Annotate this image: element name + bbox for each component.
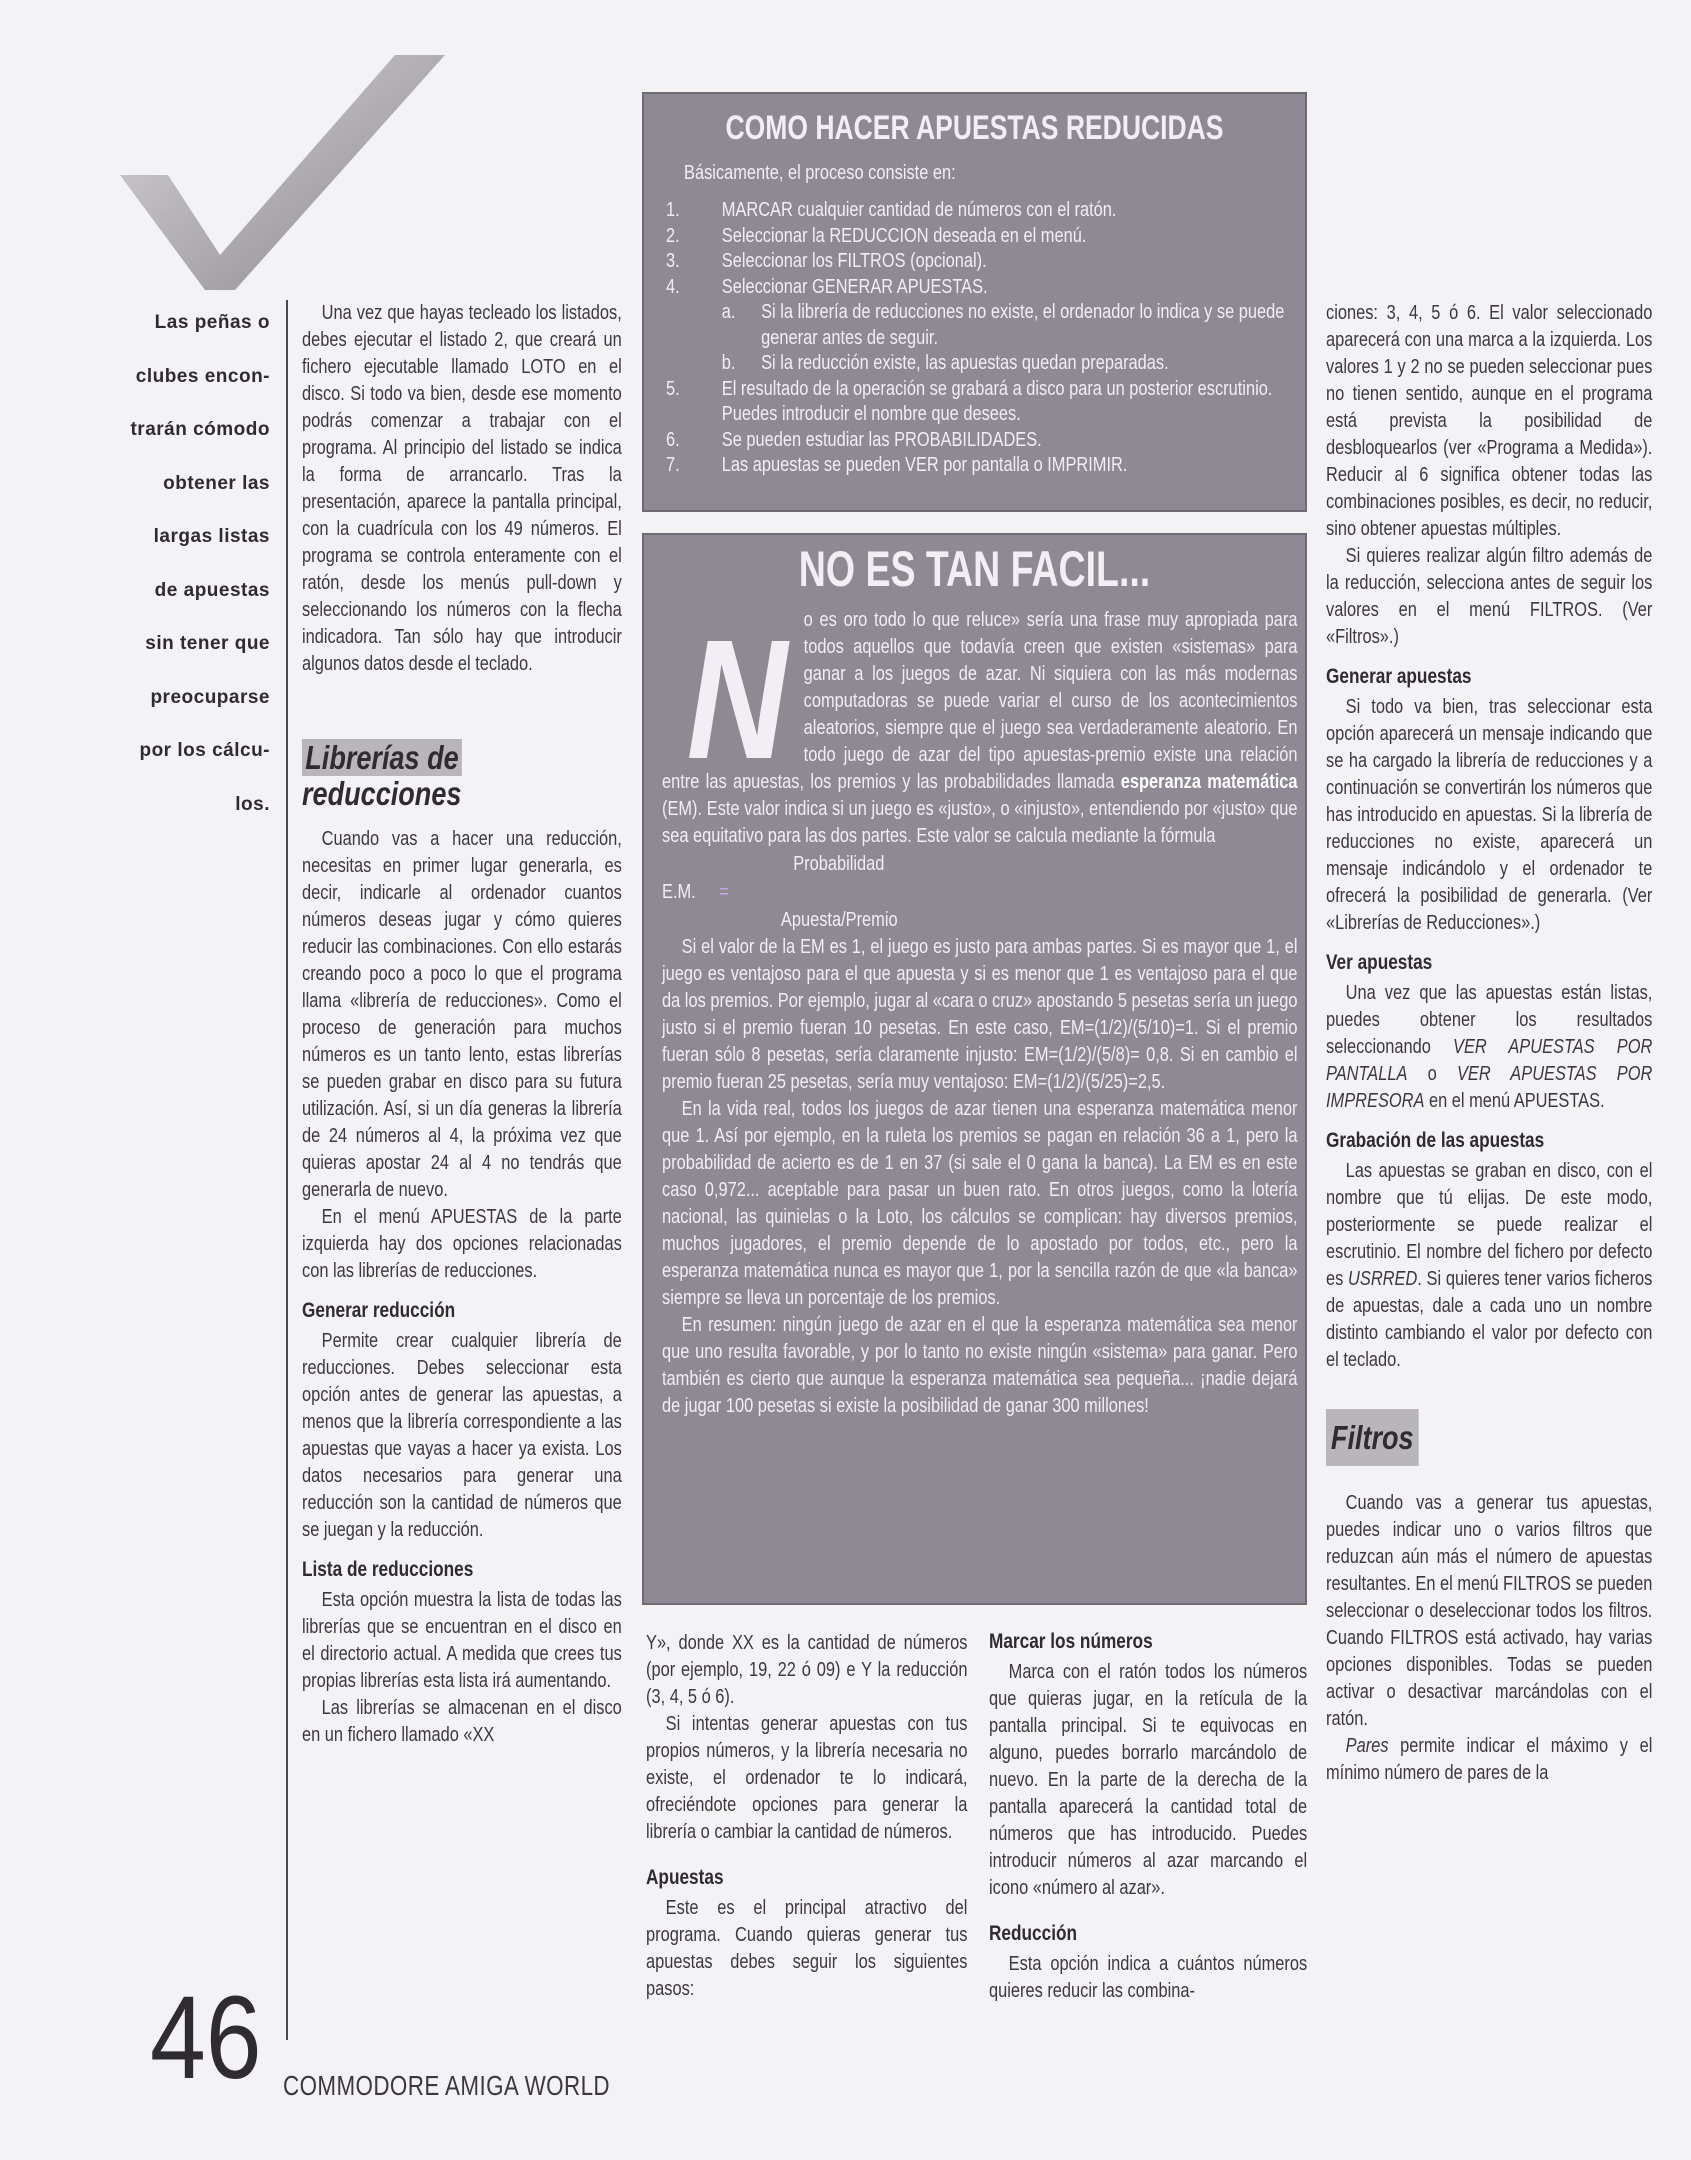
- step-number: 4.: [666, 275, 680, 298]
- formula: [662, 850, 1298, 934]
- step-item: [666, 224, 1297, 250]
- step-number: 5.: [666, 377, 680, 400]
- subheading: Ver apuestas: [1326, 951, 1433, 974]
- step-text: Seleccionar la REDUCCION deseada en el menú.: [721, 224, 1087, 247]
- column-divider: [286, 300, 288, 2040]
- pull-quote-line: preocuparse: [150, 686, 270, 708]
- step-number: 6.: [666, 428, 680, 451]
- step-number: 3.: [666, 250, 680, 272]
- italic-term: VER APUESTAS POR IMPRESORA: [1326, 1063, 1653, 1112]
- heading-line: reducciones: [302, 775, 462, 812]
- body-paragraph: Si el valor de la EM es 1, el juego es justo para ambas partes. Si es mayor que 1, el juego es ventajoso para el que apuesta y si es menor que 1 es ventajoso para el que da los premios. Por ejemplo, jugar al «cara o cruz» apostando 5 pesetas sería un juego justo si el premio fueran 10 pesetas. En este caso, EM=(1/2)/(5/10)=1. Si el premio fueran sólo 8 pesetas, sería claramente injusto: EM=(1/2)/(5/8)= 0,8. Si en cambio el premio fueran 25 pesetas, sería muy ventajoso: EM=(1/2)/(5/25)=2,5.: [662, 936, 1298, 1093]
- step-item: [666, 351, 1297, 377]
- pull-quote-line: clubes encon-: [135, 365, 270, 387]
- body-paragraph: [662, 607, 1298, 850]
- box-title: COMO HACER APUESTAS REDUCIDAS: [725, 109, 1224, 147]
- pull-quote-line: los.: [235, 793, 270, 815]
- text-run: o es oro todo lo que reluce» sería una frase muy apropiada para todos aquellos que todavía creen que existen «sistemas» para ganar a los juegos de azar. Ni siquiera con las más modernas computadoras se puede variar el curso de los acontecimientos aleatorios, siempre que el juego sea verdaderamente aleatorio. En todo juego de azar del tipo apuestas-premio existe una relación entre las apuestas, los premios y las probabilidades llamada: [662, 609, 1298, 793]
- section-heading-librerias: [302, 740, 622, 812]
- body-paragraph: [1326, 1733, 1652, 1787]
- step-text: MARCAR cualquier cantidad de números con el ratón.: [721, 199, 1117, 221]
- body-paragraph: [1326, 980, 1652, 1115]
- body-paragraph: En resumen: ningún juego de azar en el que la esperanza matemática sea menor que uno resulta favorable, y por lo tanto no existe ningún «sistema» para ganar. Pero también es cierto que aunque la esperanza matemática sea pequeña... ¡nadie dejará de jugar 100 pesetas si existe la posibilidad de ganar 300 millones!: [662, 1314, 1298, 1417]
- body-paragraph: Esta opción muestra la lista de todas las librerías que se encuentran en el disco en el directorio actual. A medida que crees tus propias librerías esta lista irá aumentando.: [302, 1589, 622, 1692]
- pull-quote-line: sin tener que: [145, 633, 270, 654]
- step-number: 2.: [666, 224, 680, 247]
- step-item: [666, 377, 1297, 428]
- step-text: El resultado de la operación se grabará a disco para un posterior escrutinio. Puedes introducir el nombre que desees.: [721, 377, 1273, 425]
- body-paragraph: ciones: 3, 4, 5 ó 6. El valor seleccionado aparecerá con una marca a la izquierda. Los valores 1 y 2 no se pueden seleccionar pues no tienen sentido, aunque en el programa está prevista la posibilidad de desbloquearlos (ver «Programa a Medida»). Reducir al 6 significa obtener todas las combinaciones posibles, es decir, no reducir, sino obtener apuestas múltiples.: [1326, 302, 1653, 540]
- step-number: 7.: [666, 454, 680, 476]
- formula-numerator: Probabilidad: [793, 853, 885, 875]
- pull-quote-line: obtener las: [163, 472, 270, 494]
- text-run: (EM). Este valor indica si un juego es «justo», o «injusto», entendiendo por «justo» que sea equitativo para las dos partes. Este valor se calcula mediante la fórmula: [662, 798, 1298, 847]
- body-paragraph: Marca con el ratón todos los números que quieras jugar, en la retícula de la pantalla principal. Si te equivocas en alguno, puedes borrarlo marcándolo de nuevo. En la parte de la derecha de la pantalla aparecerá la cantidad total de números que has introducido. Puedes introducir números al azar marcando el icono «número al azar».: [989, 1661, 1308, 1899]
- pull-quote: [130, 296, 270, 831]
- drop-cap: N: [686, 605, 788, 795]
- body-paragraph: Si intentas generar apuestas con tus propios números, y la librería necesaria no existe, el ordenador te lo indicará, ofreciéndote opciones para generar la librería o cambiar la cantidad de números.: [646, 1713, 968, 1843]
- step-text: Las apuestas se pueden VER por pantalla o IMPRIMIR.: [721, 454, 1128, 476]
- formula-denominator: Apuesta/Premio: [780, 909, 898, 931]
- heading-line: Librerías de: [302, 739, 462, 776]
- formula-lhs: E.M.: [662, 881, 696, 903]
- steps-list: [666, 198, 1297, 479]
- body-paragraph: En la vida real, todos los juegos de azar tienen una esperanza matemática menor que 1. Así por ejemplo, en la ruleta los premios se pagan en relación 36 a 1, pero la probabilidad de acierto es de 1 en 37 (si sale el 0 gana la banca). La EM es en este caso 0,972... aceptable para pasar un buen rato. En otros juegos, como la lotería nacional, las quinielas o la Loto, los cálculos se complican: hay diversos premios, muchos jugadores, el premio depende de lo apostado por todos, etc., pero la esperanza matemática nunca es mayor que 1, por la sencilla razón de que «la banca» siempre se lleva un porcentaje de los premios.: [662, 1098, 1298, 1309]
- text-run: o: [1407, 1063, 1457, 1085]
- pull-quote-line: largas listas: [153, 526, 270, 547]
- text-run: permite indicar el máximo y el mínimo número de pares de la: [1326, 1735, 1653, 1784]
- article-column-3: [989, 1628, 1307, 2005]
- step-number: 1.: [666, 199, 680, 221]
- article-column-4: [1326, 300, 1652, 1787]
- article-column-2: [646, 1630, 967, 2003]
- pull-quote-line: trarán cómodo: [130, 419, 270, 440]
- text-run: Una vez que las apuestas están listas, puedes obtener los resultados seleccionando: [1326, 982, 1653, 1058]
- body-paragraph: Si todo va bien, tras seleccionar esta opción aparecerá un mensaje indicando que se ha cargado la librería de reducciones y a continuación se convertirán los números que has introducido en apuestas. Si la librería de reducciones no existe, aparecerá un mensaje indicándolo y el ordenador te ofrecerá la posibilidad de generarla. (Ver «Librerías de Reducciones».): [1326, 696, 1653, 934]
- sidebar-box-como-hacer-apuestas: [642, 92, 1307, 512]
- body-paragraph: Cuando vas a hacer una reducción, necesitas en primer lugar generarla, es decir, indicarle al ordenador cuantos números deseas jugar y cómo quieres reducir las combinaciones. Con ello estarás creando poco a poco lo que el programa llama «librería de reducciones». Como el proceso de generación para muchos números es un tanto lento, estas librerías se pueden grabar en disco para su futura utilización. Así, si un día generas la librería de 24 números al 4, la próxima vez que quieras apostar 24 al 4 no tendrás que generarla de nuevo.: [302, 828, 622, 1201]
- text-run: en el menú APUESTAS.: [1424, 1090, 1605, 1112]
- body-paragraph: Cuando vas a generar tus apuestas, puedes indicar uno o varios filtros que reduzcan aún más el número de apuestas resultantes. En el menú FILTROS se pueden seleccionar o deseleccionar todos los filtros. Cuando FILTROS está activado, hay varias opciones disponibles. Todas se pueden activar o desactivar marcándolas con el ratón.: [1326, 1492, 1653, 1730]
- heading-text: Filtros: [1326, 1409, 1419, 1466]
- body-paragraph: Una vez que hayas tecleado los listados, debes ejecutar el listado 2, que creará un fichero ejecutable llamado LOTO en el disco. Si todo va bien, desde ese momento podrás comenzar a trabajar con el programa. Al principio del listado se indica la forma de arrancarlo. Tras la presentación, aparece la pantalla principal, con la cuadrícula con los 49 números. El programa se controla enteramente con el ratón, desde los menús pull-down y seleccionando los números con la flecha indicadora. Tan sólo hay que introducir algunos datos desde el teclado.: [302, 302, 622, 675]
- box-title: NO ES TAN FACIL...: [798, 541, 1151, 597]
- step-item: [666, 428, 1297, 454]
- pull-quote-line: por los cálcu-: [139, 740, 270, 761]
- step-number: a.: [721, 301, 736, 323]
- pull-quote-line: de apuestas: [154, 579, 270, 601]
- magazine-name: COMMODORE AMIGA WORLD: [283, 2070, 610, 2101]
- section-heading-filtros: [1326, 1420, 1652, 1456]
- step-number: b.: [721, 352, 736, 374]
- step-item: [666, 198, 1297, 224]
- formula-equals: =: [719, 881, 729, 903]
- page-number: 46: [150, 1972, 262, 2104]
- step-text: Si la librería de reducciones no existe, el ordenador lo indica y se puede generar antes de seguir.: [761, 301, 1285, 349]
- italic-term: VER APUESTAS POR PANTALLA: [1326, 1036, 1653, 1085]
- pull-quote-line: Las peñas o: [154, 312, 270, 333]
- step-text: Se pueden estudiar las PROBABILIDADES.: [721, 428, 1042, 451]
- step-text: Seleccionar GENERAR APUESTAS.: [721, 275, 988, 298]
- subheading: Reducción: [989, 1922, 1078, 1945]
- body-paragraph: Esta opción indica a cuántos números quieres reducir las combina-: [989, 1953, 1308, 2002]
- subheading: Lista de reducciones: [302, 1558, 474, 1581]
- subheading: Grabación de las apuestas: [1326, 1129, 1545, 1152]
- checkmark-logo: [110, 50, 450, 300]
- text-run: Las apuestas se graban en disco, con el nombre que tú elijas. De este modo, posteriormente se puede realizar el escrutinio. El nombre del fichero por defecto es: [1326, 1160, 1653, 1290]
- body-paragraph: [1326, 1158, 1652, 1374]
- italic-term: USRRED: [1348, 1268, 1418, 1290]
- text-run: . Si quieres tener varios ficheros de apuestas, dale a cada uno un nombre distinto cambiando el valor por defecto con el teclado.: [1326, 1268, 1653, 1371]
- body-paragraph: Y», donde XX es la cantidad de números (por ejemplo, 19, 22 ó 09) e Y la reducción (3, 4, 5 ó 6).: [646, 1632, 968, 1708]
- body-paragraph: Si quieres realizar algún filtro además de la reducción, selecciona antes de seguir los valores en el menú FILTROS. (Ver «Filtros».): [1326, 545, 1653, 648]
- step-item: [666, 275, 1297, 301]
- body-paragraph: Las librerías se almacenan en el disco en un fichero llamado «XX: [302, 1697, 622, 1746]
- sidebar-box-no-es-tan-facil: [642, 533, 1307, 1605]
- box-intro: Básicamente, el proceso consiste en:: [684, 162, 956, 184]
- step-item: [666, 249, 1297, 275]
- body-paragraph: Permite crear cualquier librería de reducciones. Debes seleccionar esta opción antes de generar las apuestas, a menos que la librería correspondiente a las apuestas que vayas a hacer ya exista. Los datos necesarios para generar una reducción son la cantidad de números que se juegan y la reducción.: [302, 1330, 622, 1541]
- subheading: Generar apuestas: [1326, 665, 1472, 688]
- article-column-1: [302, 300, 622, 1749]
- step-item: [666, 300, 1297, 351]
- subheading: Marcar los números: [989, 1630, 1153, 1653]
- subheading: Generar reducción: [302, 1299, 456, 1322]
- step-item: [666, 453, 1297, 479]
- step-text: Si la reducción existe, las apuestas quedan preparadas.: [761, 352, 1169, 374]
- subheading: Apuestas: [646, 1866, 724, 1889]
- bold-term: esperanza matemática: [1120, 771, 1298, 793]
- body-paragraph: En el menú APUESTAS de la parte izquierda hay dos opciones relacionadas con las librerías de reducciones.: [302, 1206, 622, 1282]
- italic-term: Pares: [1345, 1735, 1389, 1757]
- body-paragraph: Este es el principal atractivo del programa. Cuando quieras generar tus apuestas debes seguir los siguientes pasos:: [646, 1897, 968, 2000]
- step-text: Seleccionar los FILTROS (opcional).: [721, 250, 987, 272]
